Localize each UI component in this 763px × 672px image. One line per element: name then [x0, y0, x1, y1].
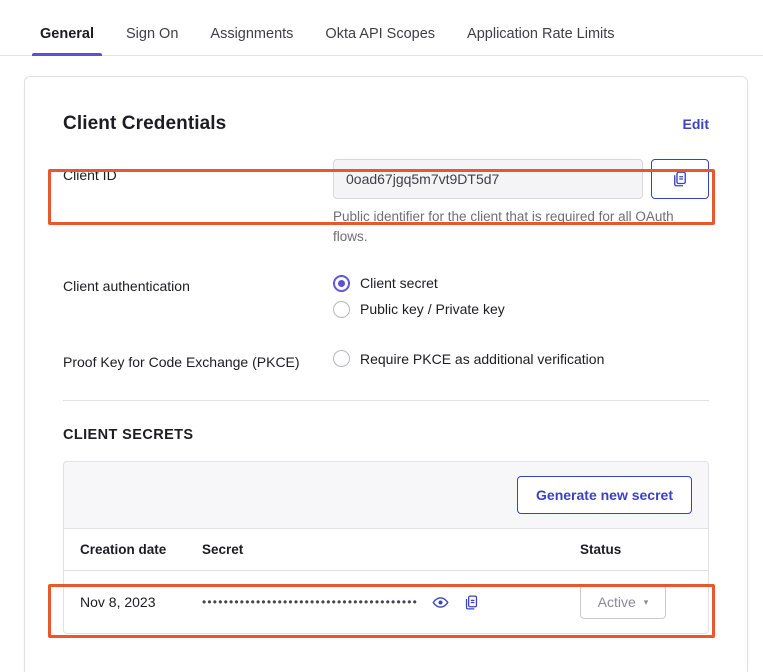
tab-application-rate-limits[interactable] — [451, 27, 631, 56]
clipboard-icon — [463, 594, 480, 611]
clipboard-icon — [671, 170, 689, 188]
tab-sign-on-label: Sign On — [126, 25, 179, 42]
pkce-checkbox[interactable] — [333, 350, 350, 367]
tab-okta-api-scopes[interactable] — [309, 27, 451, 56]
radio-public-private-key[interactable] — [333, 296, 709, 322]
generate-new-secret-button[interactable]: Generate new secret — [517, 476, 692, 514]
copy-secret-button[interactable] — [463, 594, 480, 611]
client-id-value[interactable]: 0oad67jgq5m7vt9DT5d7 — [333, 159, 643, 199]
status-dropdown-value: Active — [597, 594, 636, 611]
pkce-checkbox-label: Require PKCE as additional verification — [360, 350, 605, 367]
client-id-label: Client ID — [63, 167, 117, 183]
tab-application-rate-limits-label: Application Rate Limits — [467, 25, 615, 42]
table-toolbar — [64, 462, 708, 529]
client-secrets-table — [63, 461, 709, 634]
radio-public-private-key-indicator[interactable] — [333, 301, 350, 318]
eye-icon — [432, 594, 449, 611]
client-id-row — [25, 159, 747, 246]
cell-creation-date: Nov 8, 2023 — [80, 594, 156, 611]
radio-client-secret-indicator[interactable] — [333, 275, 350, 292]
column-header-creation-date: Creation date — [80, 542, 167, 558]
secret-masked-value: •••••••••••••••••••••••••••••••••••••••• — [202, 595, 419, 610]
status-dropdown[interactable] — [580, 585, 666, 619]
edit-button[interactable]: Edit — [682, 116, 709, 132]
tab-general[interactable] — [24, 27, 110, 56]
radio-client-secret-label: Client secret — [360, 275, 438, 292]
client-authentication-row — [25, 270, 747, 322]
page-title: Client Credentials — [63, 113, 227, 134]
table-header-row — [64, 529, 708, 571]
column-header-status: Status — [580, 542, 622, 558]
radio-public-private-key-label: Public key / Private key — [360, 301, 505, 318]
column-header-secret: Secret — [202, 542, 244, 558]
card-header — [25, 77, 747, 135]
tab-general-label: General — [40, 25, 94, 42]
client-authentication-label: Client authentication — [63, 278, 190, 295]
reveal-secret-button[interactable] — [432, 594, 449, 611]
copy-client-id-button[interactable] — [651, 159, 709, 199]
tab-okta-api-scopes-label: Okta API Scopes — [325, 25, 436, 42]
cell-status — [580, 585, 692, 619]
tab-assignments-label: Assignments — [210, 25, 294, 42]
pkce-checkbox-row[interactable] — [333, 346, 709, 367]
client-id-hint: Public identifier for the client that is required for all OAuth flows. — [333, 209, 674, 244]
app-tabs — [0, 0, 763, 56]
radio-client-secret[interactable] — [333, 270, 709, 296]
client-secrets-title: CLIENT SECRETS — [63, 427, 194, 444]
pkce-label: Proof Key for Code Exchange (PKCE) — [63, 354, 300, 371]
pkce-row — [25, 346, 747, 370]
tab-sign-on[interactable] — [110, 27, 194, 56]
cell-secret — [202, 594, 580, 611]
chevron-down-icon: ▾ — [643, 596, 649, 607]
table-row — [64, 571, 708, 633]
client-credentials-card — [24, 76, 748, 672]
tab-assignments[interactable] — [194, 27, 309, 56]
